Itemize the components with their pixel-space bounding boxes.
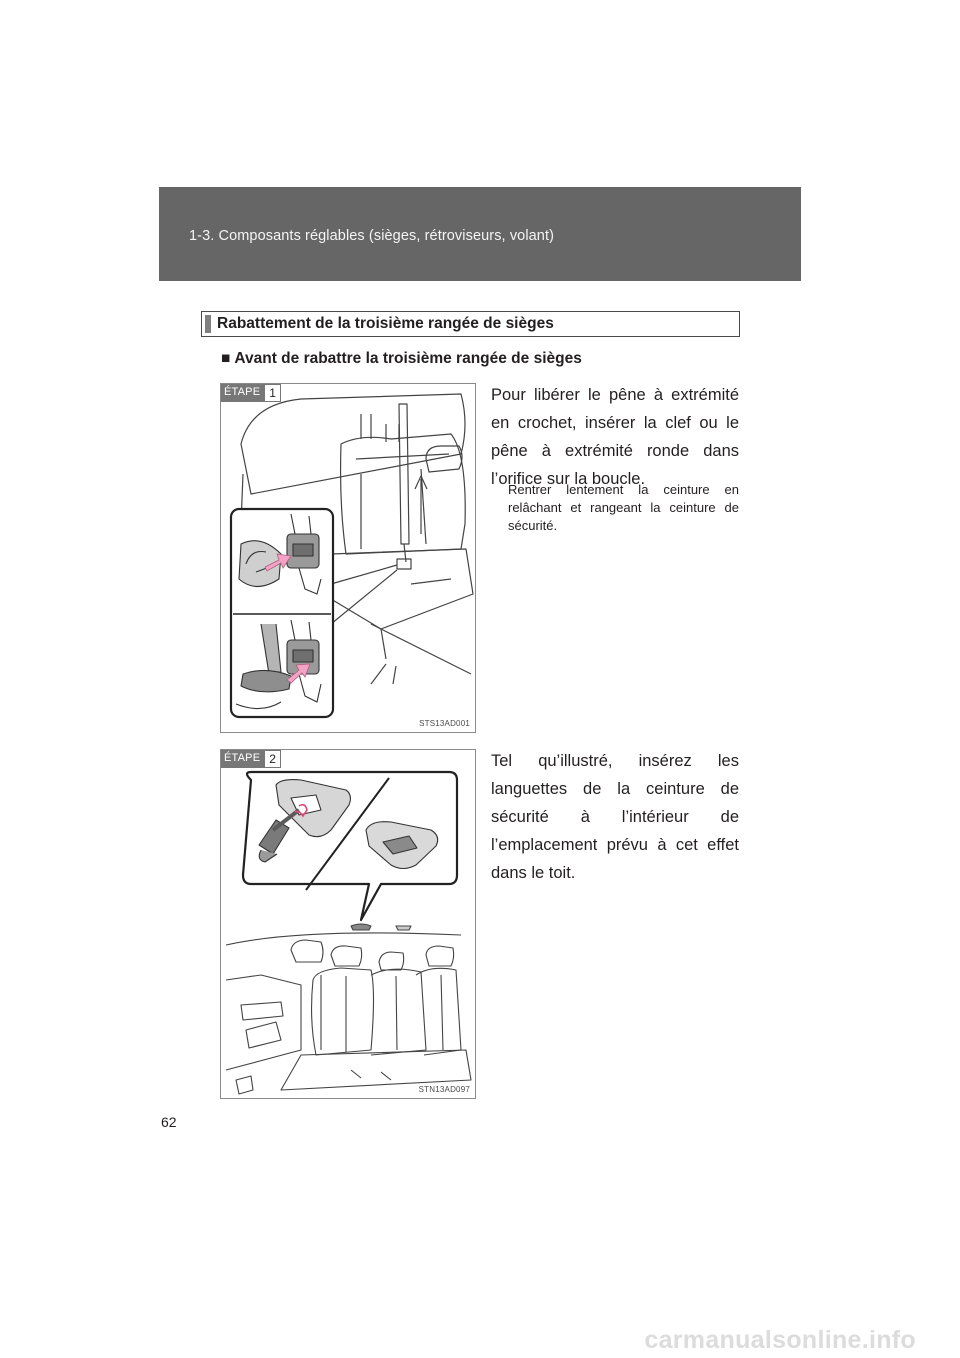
step-number: 1	[264, 384, 281, 402]
step-1-badge	[221, 384, 281, 402]
subheading-text: Avant de rabattre la troisième rangée de sièges	[234, 350, 582, 367]
step-2-badge	[221, 750, 281, 768]
step-2-illustration	[220, 749, 476, 1099]
section-title-box	[201, 311, 740, 337]
step-label: ÉTAPE	[221, 750, 264, 768]
chapter-header: 1-3. Composants réglables (sièges, rétroviseurs, volant)	[189, 228, 555, 244]
step-number: 2	[264, 750, 281, 768]
section-title: Rabattement de la troisième rangée de sièges	[217, 315, 554, 332]
step-1-note: Rentrer lentement la ceinture en relâchant et rangeant la ceinture de sécurité.	[508, 482, 739, 533]
page-number: 62	[161, 1114, 177, 1130]
step-label: ÉTAPE	[221, 384, 264, 402]
seat-belt-buckle-drawing	[221, 384, 475, 732]
header-band	[159, 187, 801, 281]
subheading	[221, 350, 582, 368]
section-marker	[205, 315, 211, 333]
figure-code: STN13AD097	[418, 1085, 470, 1094]
step-2-instruction: Tel qu’illustré, insérez les languettes de la ceinture de sécurité à l’intérieur de l’emplacement prévu à cet effet dans le toit.	[491, 752, 739, 882]
step-1-illustration	[220, 383, 476, 733]
step-1-instruction: Pour libérer le pêne à extrémité en crochet, insérer la clef ou le pêne à extrémité ronde dans l’orifice sur la boucle.	[491, 386, 739, 488]
bullet-square-icon: ■	[221, 350, 231, 367]
roof-slot-drawing	[221, 750, 475, 1098]
figure-code: STS13AD001	[419, 719, 470, 728]
watermark: carmanualsonline.info	[644, 1326, 916, 1354]
